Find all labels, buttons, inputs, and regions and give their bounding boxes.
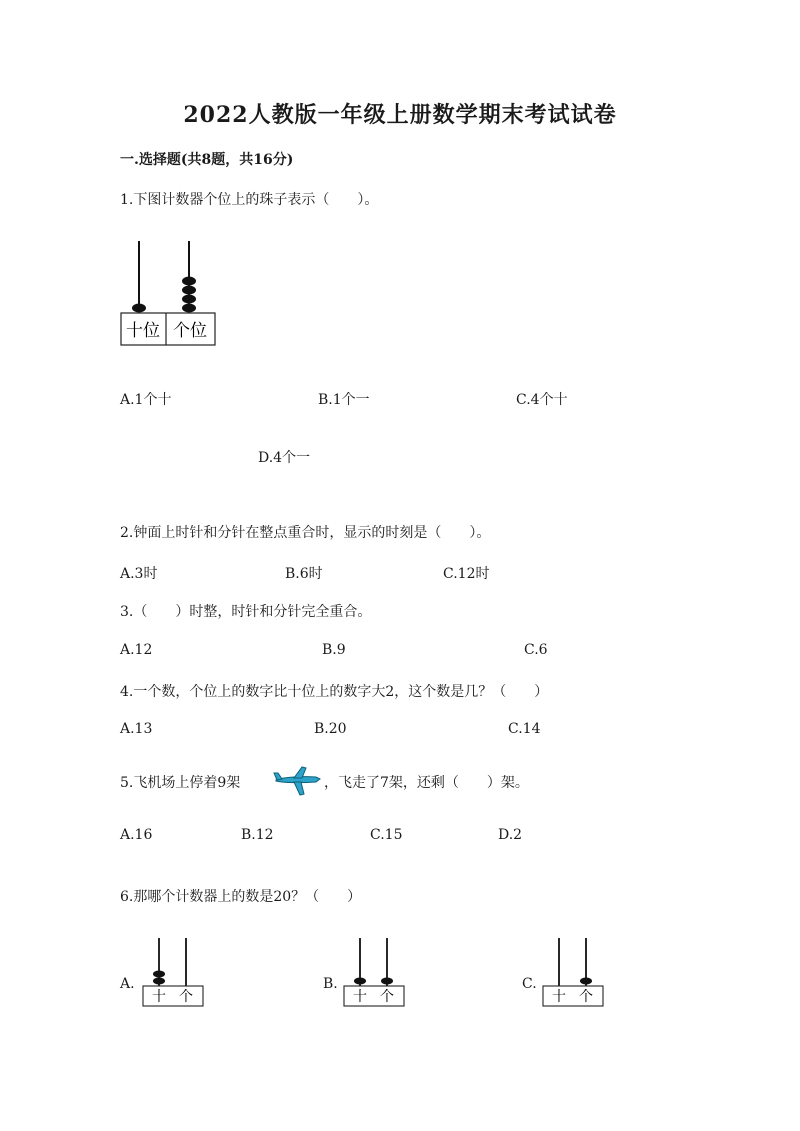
q4-option-c[interactable]: C.14 [508, 721, 541, 737]
question-1-text: 1.下图计数器个位上的珠子表示（ ）。 [120, 192, 379, 208]
beads [153, 971, 165, 985]
q1-option-c[interactable]: C.4个十 [516, 392, 568, 408]
airplane-icon [272, 764, 322, 798]
q2-option-b[interactable]: B.6时 [285, 566, 323, 582]
q5-option-d[interactable]: D.2 [498, 827, 523, 843]
q6-option-c-label[interactable]: C. [522, 976, 537, 992]
tens-label: 十位 [126, 321, 160, 341]
q6-option-c-abacus[interactable] [540, 936, 608, 1010]
beads [580, 978, 592, 985]
ones-beads [182, 277, 196, 313]
q2-option-c[interactable]: C.12时 [443, 566, 490, 582]
abacus-bead [580, 978, 592, 985]
question-5-text-after: ，飞走了7架，还剩（ ）架。 [324, 775, 529, 791]
abacus-bead [182, 277, 196, 286]
q6-option-b-label[interactable]: B. [323, 976, 338, 992]
abacus-bead [153, 971, 165, 978]
question-4-text: 4.一个数，个位上的数字比十位上的数字大2，这个数是几？（ ） [120, 684, 549, 700]
question-3-text: 3.（ ）时整，时针和分针完全重合。 [120, 604, 372, 620]
abacus-bead [354, 978, 366, 985]
abacus-bead [182, 304, 196, 313]
abacus-bead [153, 978, 165, 985]
q1-option-a[interactable]: A.1个十 [120, 392, 172, 408]
question-6-text: 6.那哪个计数器上的数是20？（ ） [120, 889, 362, 905]
q4-option-b[interactable]: B.20 [314, 721, 347, 737]
tens-label: 十 [552, 989, 566, 1005]
q1-option-b[interactable]: B.1个一 [318, 392, 370, 408]
q3-option-a[interactable]: A.12 [120, 642, 153, 658]
q5-option-b[interactable]: B.12 [241, 827, 274, 843]
q2-option-a[interactable]: A.3时 [120, 566, 158, 582]
q6-option-a-label[interactable]: A. [120, 976, 135, 992]
question-5-text-before: 5.飞机场上停着9架 [120, 775, 241, 791]
q3-option-c[interactable]: C.6 [524, 642, 548, 658]
tens-beads [132, 304, 146, 313]
ones-label: 个 [579, 989, 593, 1005]
q6-option-a-abacus[interactable] [140, 936, 208, 1010]
tens-label: 十 [152, 989, 166, 1005]
question-2-text: 2.钟面上时针和分针在整点重合时，显示的时刻是（ ）。 [120, 525, 491, 541]
section-heading: 一.选择题(共8题，共16分) [120, 152, 294, 168]
tens-label: 十 [353, 989, 367, 1005]
q6-option-b-abacus[interactable] [341, 936, 409, 1010]
q1-option-d[interactable]: D.4个一 [258, 450, 311, 466]
ones-label: 个 [179, 989, 193, 1005]
abacus-bead [381, 978, 393, 985]
q1-abacus [118, 238, 220, 350]
abacus-bead [182, 295, 196, 304]
q3-option-b[interactable]: B.9 [322, 642, 346, 658]
q5-option-c[interactable]: C.15 [370, 827, 403, 843]
abacus-bead [182, 286, 196, 295]
q4-option-a[interactable]: A.13 [120, 721, 153, 737]
page-title: 2022人教版一年级上册数学期末考试试卷 [183, 102, 617, 128]
q5-option-a[interactable]: A.16 [120, 827, 153, 843]
beads [354, 978, 393, 985]
ones-label: 个 [380, 989, 394, 1005]
abacus-bead [132, 304, 146, 313]
ones-label: 个位 [173, 321, 207, 341]
